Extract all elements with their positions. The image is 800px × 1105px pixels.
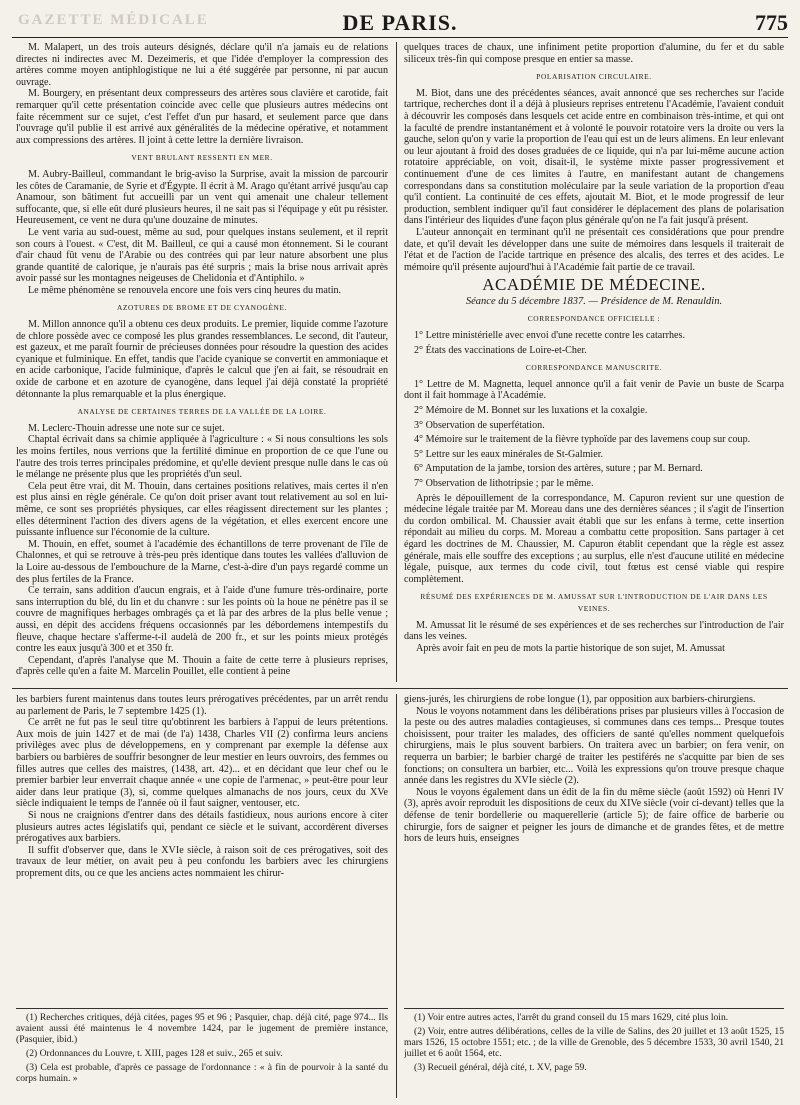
section-title: POLARISATION CIRCULAIRE. [536,72,652,82]
paragraph: Il suffit d'observer que, dans le XVIe siècle, à raison soit de ces prérogatives, soit des travaux de leur métier, on avait peu à peu confondu les barbiers avec les chirurgiens proprement dits, ou ce que les anciens actes nommaient les chirur- [16,844,388,879]
list-item: 4° Mémoire sur le traitement de la fièvre typhoïde par des lavemens coup sur coup. [414,434,751,446]
column-divider [396,694,397,1098]
page-header [8,10,792,36]
paragraph: Chaptal écrivait dans sa chimie appliquée à l'agriculture : « Si nous consultions les sols les moins fertiles, nous verrions que la fertilité diminue en proportion de ce que l'une ou l'autre des trois terres principales prédomine, et qu'elle devient presque nulle dans le cas où le mélange ne présente plus que les propriétés d'un seul. [16,434,388,481]
paragraph: Le même phénomène se renouvela encore une fois vers cinq heures du matin. [28,284,342,296]
feuilleton-rule [12,688,788,689]
paragraph: L'auteur annonçait en terminant qu'il ne présentait ces considérations que pour prendre date, et qu'il devait les développer dans une suite de mémoires dans lesquels il traiterait de l'état et de l'action de l'acide tartrique en présence des alcalis, des terres et des acides. Le mémoire qu'il présente aujourd'hui à l'Académie fait partie de ce travail. [404,226,784,273]
list-item: 1° Lettre ministérielle avec envoi d'une recette contre les catarrhes. [414,330,685,342]
paragraph: M. Malapert, un des trois auteurs désignés, déclare qu'il n'a jamais eu de relations directes ni indirectes avec M. Dezeimeris, et que l'idée d'employer la compression des artères comme moyen antiphlogistique ne lui a été suggérée par personne, ni par aucun ouvrage. [16,42,388,88]
lower-right-column [404,694,784,1004]
paragraph: Nous le voyons notamment dans les délibérations prises par plusieurs villes à l'occasion de la peste ou des autres maladies contagieuses, si communes dans ces temps... Presque toutes choisissent, pour traiter les malades, des officiers de santé qu'elles nomment quelquefois chirurgiens, mais le plus souvent barbiers. On traitera avec un barbier; on fera venir, on requerra un barbier; le barbier chargé de traiter les pestiférés ne s'acquitte par bien de ses fonctions; on consultera un barbier, etc... Voilà les expressions qu'on trouve presque chaque année dans les registres du XVIe siècle (2). [404,705,784,787]
section-title: ANALYSE DE CERTAINES TERRES DE LA VALLÉE DE LA LOIRE. [77,407,327,417]
paragraph: M. Aubry-Bailleul, commandant le brig-aviso la Surprise, avait la mission de parcourir les côtes de Caramanie, de Syrie et d'Égypte. Il écrit à M. Arago qu'étant arrivé jusqu'au cap Anamour, son bâtiment fut accueilli par un vent qui amenait une chaleur tellement suffocante, que, si elle eût duré plusieurs heures, il ne sait pas si l'équipage y eût pu résister. Heureusement, ce vent ne dura qu'une douzaine de minutes. [16,168,388,227]
footnotes-left [16,1012,388,1100]
paragraph: M. Biot, dans une des précédentes séances, avait annoncé que ses recherches sur l'acide tartrique, recherches dont il a déjà à plusieurs reprises entretenu l'Académie, l'avaient conduit à découvrir les composés dans lesquels cet acide entre en combinaison très-intime, et qui ont la faculté de prendre instantanément et à volonté le pouvoir rotatoire vers la droite ou vers la gauche, selon qu'on y varie la proportion de l'eau qui est un de leurs alimens. En leur enlevant ou leur ajoutant à froid des doses graduées de ce liquide, qui n'a par lui-même aucune action rotatoire appréciable, on voit, disait-il, le système mixte passer progressivement et continuement d'une de ces limites à l'autre, en manifestant autant de changemens correspondans dans sa constitution moléculaire par la seule variation de la proportion d'eau qu'il contient. La continuité de ces effets, ajoutait M. Biot, et le mode progressif de leur production, semblent indiquer qu'il faut considérer le déplacement des plans de polarisation dans l'intérieur des liquides d'une façon plus générale qu'on ne l'a fait jusqu'à présent. [404,87,784,227]
section-title: VENT BRULANT RESSENTI EN MER. [131,153,273,163]
list-item: 2° Mémoire de M. Bonnet sur les luxations et la coxalgie. [414,405,648,417]
upper-right-column [404,42,784,682]
column-divider [396,42,397,682]
footnote: (3) Recueil général, déjà cité, t. XV, page 59. [414,1062,587,1073]
list-item: 6° Amputation de la jambe, torsion des artères, suture ; par M. Bernard. [414,463,703,475]
list-item: 5° Lettre sur les eaux minérales de St-Galmier. [414,448,604,460]
paragraph: Le vent varia au sud-ouest, même au sud, pour quelques instans seulement, et il reprit son cours à l'ouest. « C'est, dit M. Bailleul, ce qui a causé mon étonnement. Si le courant d'air chaud fût venu de l'Arabie ou des contrées qui par leur nature absorbent une plus grande quantité de calorique, je n'aurais pas été surpris ; mais la brise nous arrivait après avoir passé sur les montagnes neigeuses de Chelidonia et d'Antiphilo. » [16,226,388,285]
list-item: 1° Lettre de M. Magnetta, lequel annonce qu'il a fait venir de Pavie un buste de Scarpa dont il fait hommage à l'Académie. [404,378,784,402]
paragraph: Si nous ne craignions d'entrer dans des détails fastidieux, nous aurions encore à citer plusieurs autres actes législatifs qui, pendant ce siècle et le suivant, accordèrent diverses prérogatives aux barbiers. [16,809,388,845]
list-item: 7° Observation de lithotripsie ; par le même. [414,478,594,489]
paragraph: M. Leclerc-Thouin adresse une note sur ce sujet. [28,422,225,434]
paragraph: Cependant, d'après l'analyse que M. Thouin a faite de cette terre à plusieurs reprises, d'après celle qu'en a faite M. Marcelin Pouillet, elle contient à peine [16,654,388,678]
paragraph: Cela peut être vrai, dit M. Thouin, dans certaines positions relatives, mais certes il n'en est plus ainsi en règle générale. Ce qu'on doit priser avant tout relativement au sol en lui-même, ce sont ses propriétés physiques, car elles réagissent directement sur les plantes ; elles déterminent l'action des divers agens de la végétation, et elles exercent encore une puissante influence sur l'économie de la culture. [16,480,388,539]
paragraph: M. Amussat lit le résumé de ses expériences et de ses recherches sur l'introduction de l'air dans les veines. [404,619,784,643]
paragraph: Ce terrain, sans addition d'aucun engrais, et à l'aide d'une fumure très-ordinaire, porte sans interruption du blé, du lin et du chanvre : sur les points où la houe ne pénètre pas il se couvre de magnifiques herbages ombragés ça et là par des arbres de la plus belle venue ; aussi, en dépit des accidens fréquens occasionnés par les débordemens intempestifs du fleuve, chaque hectare s'afferme-t-il audelà de 200 fr., et sur les points mieux protégés contre les eaux jusqu'à 300 et et 350 fr. [16,585,388,655]
lower-left-column [16,694,388,1004]
section-title: CORRESPONDANCE MANUSCRITE. [525,363,663,373]
footnote: (3) Cela est probable, d'après ce passage de l'ordonnance : « à fin de pourvoir à la santé du corps humain. » [16,1062,388,1084]
footnote: (1) Voir entre autres actes, l'arrêt du grand conseil du 15 mars 1629, cité plus loin. [414,1012,729,1023]
list-item: 3° Observation de superfétation. [414,419,545,431]
footnote: (2) Voir, entre autres délibérations, celles de la ville de Salins, des 20 juillet et 13 août 1525, 15 mars 1526, 15 octobre 1551; etc. ; de la ville de Grenoble, des 5 décembre 1533, 30 avril 1540, 21 juillet et 6 août 1564, etc. [404,1026,784,1059]
section-title: RÉSUMÉ DES EXPÉRIENCES DE M. AMUSSAT SUR L'INTRODUCTION DE L'AIR DANS LES VEINES. [420,592,768,613]
paragraph: les barbiers furent maintenus dans toutes leurs prérogatives précédentes, par un arrêt rendu au parlement de Paris, le 7 septembre 1425 (1). [16,694,388,717]
page-number: 775 [755,10,788,35]
paragraph: Ce arrêt ne fut pas le seul titre qu'obtinrent les barbiers à l'appui de leurs prétentions. Aux mois de juin 1427 et de mai (de l'a) 1438, Charles VII (2) confirma leurs anciens privilèges avec plus de développemens, en y comprenant par exemple la défense aux barbiers ou barbières de souffrir besongner de leur mestier en leurs ouvroirs, des femmes ou filles autres que celles des maistres, (1438, art. 42)... et en décidant que leur chef ou le premier barbier leur enverrait chaque année « une copie de l'armenac, » peut-être pour leur aider dans leur pratique (3), si, comme quelques almanachs de nos jours, ceux du XVe siècle indiquaient le temps de l'année où il faut saigner, ventouser, etc. [16,717,388,810]
academy-heading: ACADÉMIE DE MÉDECINE. [482,275,706,295]
paragraph: quelques traces de chaux, une infiniment petite proportion d'alumine, du fer et du sable siliceux très-fin qui compose presque en entier sa masse. [404,42,784,65]
paragraph: giens-jurés, les chirurgiens de robe longue (1), par opposition aux barbiers-chirurgiens. [404,694,756,705]
paragraph: M. Millon annonce qu'il a obtenu ces deux produits. Le premier, liquide comme l'azoture de chlore possède avec ce composé les plus grandes ressemblances. Le second, dit l'auteur, est gazeux, et me paraît fournir de précieuses données pour résoudre la question des acides cyanique et fulminique. En effet, tandis que l'acide cyanique se convertit en ammoniaque et en acide carbonique, l'acide fulminique, d'après le calcul que j'en ai fait, se résoudrait en oxide de carbone et en azoture de cyanogène, dans lequel j'ai déjà constaté la propriété détonnante la plus remarquable et la plus énergique. [16,319,388,400]
section-title: AZOTURES DE BROME ET DE CYANOGÈNE. [116,303,288,313]
footnotes-right [404,1012,784,1100]
seance-line: Séance du 5 décembre 1837. — Présidence de M. Renauldin. [465,295,723,307]
footnote: (2) Ordonnances du Louvre, t. XIII, pages 128 et suiv., 265 et suiv. [26,1048,283,1059]
paragraph: Après avoir fait en peu de mots la partie historique de son sujet, M. Amussat [416,642,725,654]
show-through-text: GAZETTE MÉDICALE [18,12,209,28]
paragraph: M. Thouin, en effet, soumet à l'académie des échantillons de terre provenant de l'île de Chalonnes, et qui se retrouve à très-peu près identique dans toutes les vallées d'alluvion de la Loire au-dessous de l'embouchure de la Marne, c'est-à-dire d'un pays regardé comme un des plus fertiles de la France. [16,538,388,585]
section-title: CORRESPONDANCE OFFICIELLE : [527,314,661,324]
paragraph: Après le dépouillement de la correspondance, M. Capuron revient sur une question de médecine légale traitée par M. Moreau dans une des dernières séances ; il s'agit de l'insertion du cordon ombilical. M. Chaussier avait établi que sur les enfans à terme, cette insertion répondait au milieu du corps. M. Moreau a combattu cette proposition. Sans partager à cet égard les doctrines de M. Chaussier, M. Capuron établit cependant que la règle est assez générale, mais elle souffre des exceptions ; au surplus, elle n'est d'aucune utilité en médecine légale, puisque, aux termes du code civil, tout fœtus est censé viable qui respire complètement. [404,492,784,585]
journal-title: DE PARIS. [342,10,458,35]
paragraph: M. Bourgery, en présentant deux compresseurs des artères sous clavière et carotide, fait remarquer qu'il cette présentation coincide avec celle que plusieurs autres médecins ont faite récemment sur ce sujet, c'est l'effet d'un pur hasard, et seulement parce que dans l'ouvrage qu'il publie il est arrivé aux généralités de la médecine opérative, et notamment aux compressions des artères. Il joint à cette lettre la dernière livraison. [16,88,388,146]
paragraph: Nous le voyons également dans un édit de la fin du même siècle (août 1592) où Henri IV (3), après avoir reproduit les dispositions de ceux du XIVe siècle (voir ci-devant) telles que la défense de tenir bordellerie ou maquerellerie (article 5); de faire office de barberie ou chirurgie, fors de saigner et peigner les jours de dimanche et de grandes fêtes, et de mettre hors de leurs huis, enseignes [404,786,784,845]
upper-left-column [16,42,388,682]
footnote: (1) Recherches critiques, déjà citées, pages 95 et 96 ; Pasquier, chap. déjà cité, page 974... Ils avaient aussi été maintenus le 4 novembre 1424, par le jugement de première instance, (Pasquier, ibid.) [16,1012,388,1045]
footnote-rule [404,1008,784,1009]
header-rule [12,37,788,38]
list-item: 2° États des vaccinations de Loire-et-Cher. [414,344,587,356]
footnote-rule [16,1008,388,1009]
